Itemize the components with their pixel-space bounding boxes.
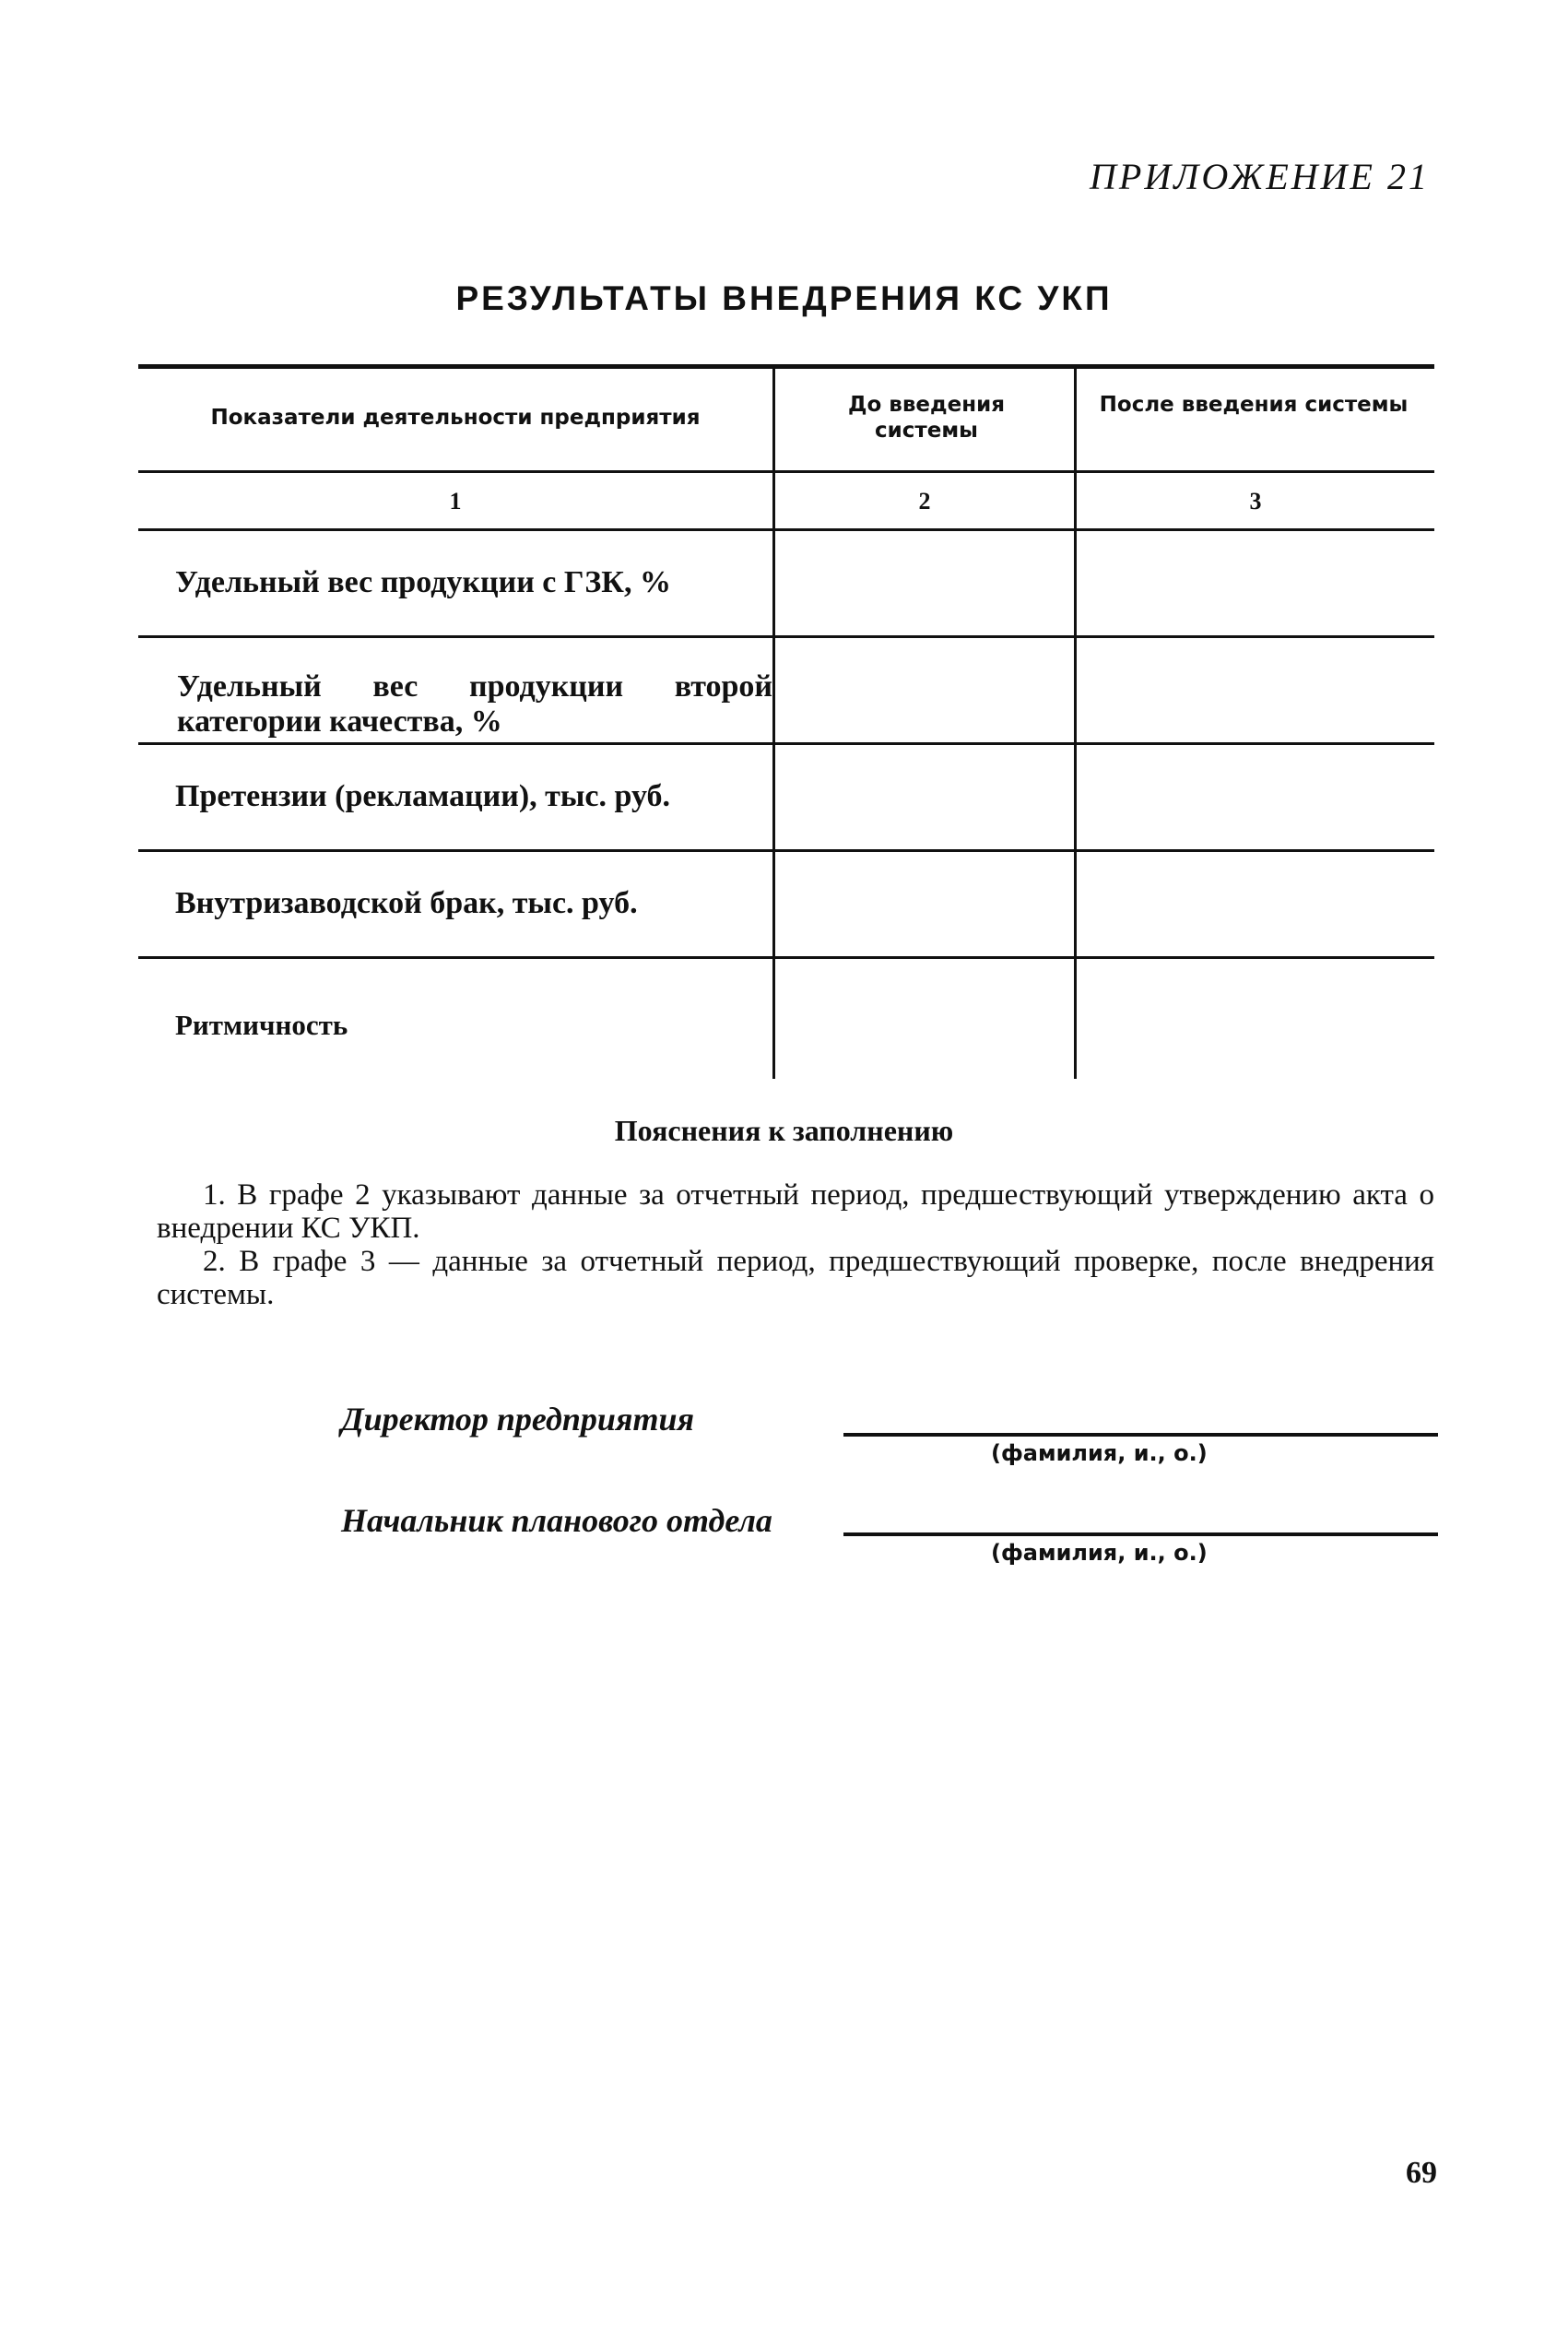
cell-before[interactable]	[775, 638, 1074, 742]
cell-after[interactable]	[1077, 531, 1434, 635]
header-before: До введения системы	[848, 393, 1005, 443]
signature-line[interactable]	[843, 1433, 1438, 1437]
header-rule	[138, 470, 1434, 473]
signature-hint: (фамилия, и., о.)	[991, 1540, 1208, 1566]
cell-after[interactable]	[1077, 745, 1434, 849]
signature-hint: (фамилия, и., о.)	[991, 1440, 1208, 1466]
cell-before[interactable]	[775, 745, 1074, 849]
column-number-1: 1	[449, 488, 462, 515]
cell-after[interactable]	[1077, 852, 1434, 956]
row-indicator: Внутризаводской брак, тыс. руб.	[175, 886, 638, 920]
row-indicator: Удельный вес продукции с ГЗК, %	[175, 565, 671, 599]
signature-role: Директор предприятия	[341, 1401, 695, 1438]
cell-after[interactable]	[1077, 638, 1434, 742]
row-indicator: Претензии (рекламации), тыс. руб.	[175, 779, 671, 813]
header-indicators: Показатели деятельности предприятия	[210, 406, 701, 430]
appendix-label: ПРИЛОЖЕНИЕ 21	[1090, 156, 1430, 197]
cell-before[interactable]	[775, 531, 1074, 635]
cell-after[interactable]	[1077, 959, 1434, 1079]
signature-role: Начальник планового отдела	[341, 1502, 772, 1539]
note-item: 2. В графе 3 — данные за отчетный период, предшествующий проверке, после внедрения системы.	[157, 1245, 1434, 1311]
signature-line[interactable]	[843, 1532, 1438, 1536]
notes-title: Пояснения к заполнению	[614, 1114, 954, 1147]
cell-before[interactable]	[775, 852, 1074, 956]
page-number: 69	[1406, 2156, 1437, 2190]
row-indicator: Удельный вес продукции второй категории качества, %	[177, 669, 772, 739]
cell-before[interactable]	[775, 959, 1074, 1079]
column-number-3: 3	[1249, 488, 1262, 515]
header-after: После введения системы	[1099, 393, 1409, 417]
row-indicator: Ритмичность	[175, 1009, 348, 1041]
table-top-rule	[138, 364, 1434, 369]
note-item: 1. В графе 2 указывают данные за отчетный период, предшествующий утверждению акта о внедрении КС УКП.	[157, 1178, 1434, 1245]
column-number-2: 2	[918, 488, 931, 515]
document-title: РЕЗУЛЬТАТЫ ВНЕДРЕНИЯ КС УКП	[455, 279, 1113, 317]
results-table	[138, 364, 1434, 1079]
